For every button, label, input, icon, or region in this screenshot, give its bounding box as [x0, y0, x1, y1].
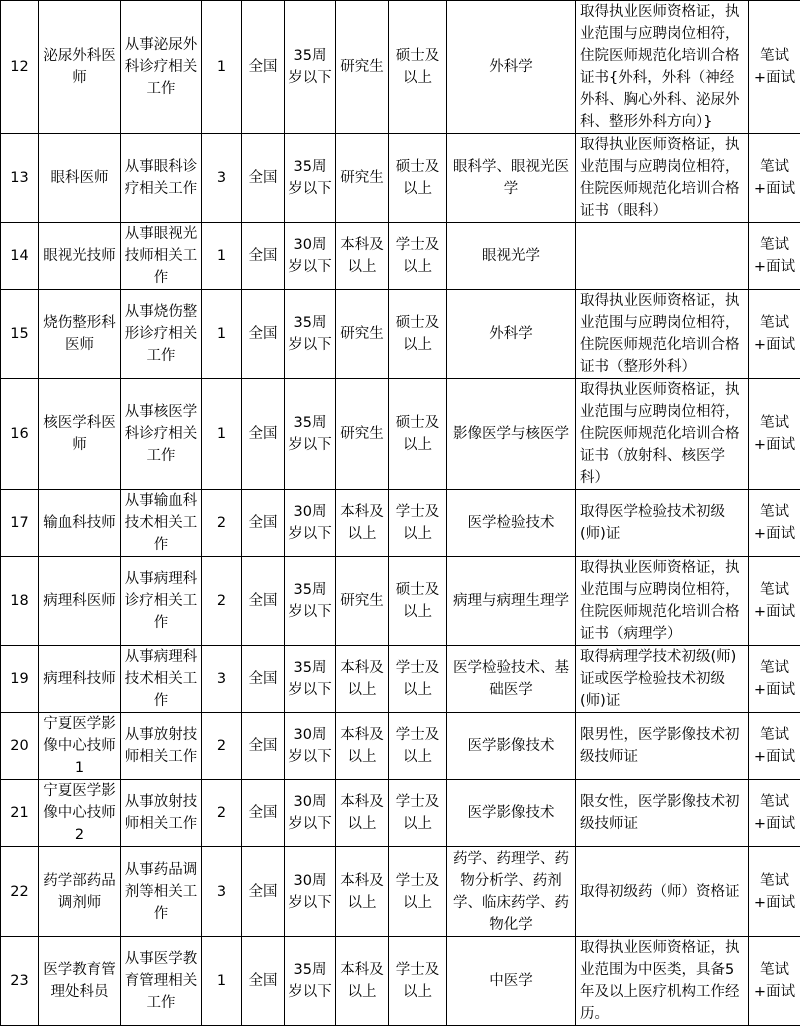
education-cell: 本科及以上 — [336, 223, 389, 290]
headcount-cell: 3 — [202, 646, 242, 713]
other-requirement-cell: 取得病理学技术初级(师)证或医学检验技术初级(师)证 — [576, 646, 749, 713]
age-requirement-cell: 35周岁以下 — [285, 134, 336, 223]
exam-method-cell: 笔试+面试 — [749, 847, 800, 937]
education-cell: 本科及以上 — [336, 937, 389, 1026]
degree-cell: 学士及以上 — [389, 937, 447, 1026]
position-name-cell: 核医学科医师 — [39, 379, 121, 490]
headcount-cell: 1 — [202, 223, 242, 290]
degree-cell: 硕士及以上 — [389, 290, 447, 379]
row-number-cell: 18 — [1, 557, 39, 646]
other-requirement-cell: 取得医学检验技术初级(师)证 — [576, 490, 749, 557]
position-name-cell: 宁夏医学影像中心技师2 — [39, 780, 121, 847]
table-row — [1, 646, 800, 713]
position-name-cell: 病理科医师 — [39, 557, 121, 646]
recruit-scope-cell: 全国 — [242, 290, 285, 379]
row-number-cell: 19 — [1, 646, 39, 713]
major-cell: 药学、药理学、药物分析学、药剂学、临床药学、药物化学 — [447, 847, 576, 937]
row-number-cell: 15 — [1, 290, 39, 379]
recruit-scope-cell: 全国 — [242, 223, 285, 290]
recruit-scope-cell: 全国 — [242, 134, 285, 223]
education-cell: 本科及以上 — [336, 847, 389, 937]
table-row — [1, 557, 800, 646]
recruit-scope-cell: 全国 — [242, 847, 285, 937]
headcount-cell: 3 — [202, 134, 242, 223]
major-cell: 医学检验技术、基础医学 — [447, 646, 576, 713]
education-cell: 研究生 — [336, 379, 389, 490]
age-requirement-cell: 35周岁以下 — [285, 290, 336, 379]
age-requirement-cell: 30周岁以下 — [285, 713, 336, 780]
position-name-cell: 烧伤整形科医师 — [39, 290, 121, 379]
row-number-cell: 14 — [1, 223, 39, 290]
other-requirement-cell: 取得初级药（师）资格证 — [576, 847, 749, 937]
major-cell: 病理与病理生理学 — [447, 557, 576, 646]
job-duty-cell: 从事眼科诊疗相关工作 — [121, 134, 202, 223]
major-cell: 医学检验技术 — [447, 490, 576, 557]
other-requirement-cell: 限女性，医学影像技术初级技师证 — [576, 780, 749, 847]
table-row — [1, 847, 800, 937]
education-cell: 本科及以上 — [336, 490, 389, 557]
education-cell: 本科及以上 — [336, 780, 389, 847]
row-number-cell: 16 — [1, 379, 39, 490]
education-cell: 研究生 — [336, 1, 389, 134]
major-cell: 外科学 — [447, 1, 576, 134]
row-number-cell: 21 — [1, 780, 39, 847]
table-row — [1, 223, 800, 290]
degree-cell: 学士及以上 — [389, 780, 447, 847]
job-duty-cell: 从事放射技师相关工作 — [121, 713, 202, 780]
position-name-cell: 输血科技师 — [39, 490, 121, 557]
major-cell: 眼视光学 — [447, 223, 576, 290]
major-cell: 影像医学与核医学 — [447, 379, 576, 490]
recruit-scope-cell: 全国 — [242, 379, 285, 490]
job-duty-cell: 从事放射技师相关工作 — [121, 780, 202, 847]
job-duty-cell: 从事核医学科诊疗相关工作 — [121, 379, 202, 490]
table-row — [1, 780, 800, 847]
recruit-scope-cell: 全国 — [242, 557, 285, 646]
exam-method-cell: 笔试+面试 — [749, 1, 800, 134]
position-name-cell: 病理科技师 — [39, 646, 121, 713]
exam-method-cell: 笔试+面试 — [749, 379, 800, 490]
age-requirement-cell: 30周岁以下 — [285, 490, 336, 557]
job-duty-cell: 从事眼视光技师相关工作 — [121, 223, 202, 290]
other-requirement-cell: 取得执业医师资格证，执业范围与应聘岗位相符，住院医师规范化培训合格证书{外科，外科（神经外科、胸心外科、泌尿外科、整形外科方向）} — [576, 1, 749, 134]
recruit-scope-cell: 全国 — [242, 490, 285, 557]
degree-cell: 硕士及以上 — [389, 134, 447, 223]
job-duty-cell: 从事病理科诊疗相关工作 — [121, 557, 202, 646]
headcount-cell: 2 — [202, 490, 242, 557]
major-cell: 中医学 — [447, 937, 576, 1026]
row-number-cell: 13 — [1, 134, 39, 223]
position-name-cell: 眼科医师 — [39, 134, 121, 223]
major-cell: 医学影像技术 — [447, 713, 576, 780]
table-row — [1, 1, 800, 134]
exam-method-cell: 笔试+面试 — [749, 290, 800, 379]
table-row — [1, 379, 800, 490]
exam-method-cell: 笔试+面试 — [749, 937, 800, 1026]
recruit-scope-cell: 全国 — [242, 1, 285, 134]
education-cell: 本科及以上 — [336, 713, 389, 780]
headcount-cell: 2 — [202, 780, 242, 847]
degree-cell: 学士及以上 — [389, 847, 447, 937]
other-requirement-cell — [576, 223, 749, 290]
other-requirement-cell: 取得执业医师资格证，执业范围与应聘岗位相符，住院医师规范化培训合格证书（眼科） — [576, 134, 749, 223]
job-duty-cell: 从事病理科技术相关工作 — [121, 646, 202, 713]
recruit-scope-cell: 全国 — [242, 713, 285, 780]
education-cell: 本科及以上 — [336, 646, 389, 713]
age-requirement-cell: 35周岁以下 — [285, 937, 336, 1026]
row-number-cell: 22 — [1, 847, 39, 937]
age-requirement-cell: 35周岁以下 — [285, 1, 336, 134]
headcount-cell: 1 — [202, 379, 242, 490]
job-duty-cell: 从事烧伤整形诊疗相关工作 — [121, 290, 202, 379]
education-cell: 研究生 — [336, 290, 389, 379]
row-number-cell: 20 — [1, 713, 39, 780]
degree-cell: 硕士及以上 — [389, 1, 447, 134]
age-requirement-cell: 35周岁以下 — [285, 646, 336, 713]
headcount-cell: 2 — [202, 557, 242, 646]
recruit-scope-cell: 全国 — [242, 646, 285, 713]
exam-method-cell: 笔试+面试 — [749, 780, 800, 847]
degree-cell: 学士及以上 — [389, 713, 447, 780]
other-requirement-cell: 取得执业医师资格证，执业范围为中医类，具备5年及以上医疗机构工作经历。 — [576, 937, 749, 1026]
exam-method-cell: 笔试+面试 — [749, 134, 800, 223]
headcount-cell: 2 — [202, 713, 242, 780]
headcount-cell: 1 — [202, 937, 242, 1026]
row-number-cell: 17 — [1, 490, 39, 557]
position-name-cell: 医学教育管理处科员 — [39, 937, 121, 1026]
exam-method-cell: 笔试+面试 — [749, 490, 800, 557]
job-duty-cell: 从事医学教育管理相关工作 — [121, 937, 202, 1026]
major-cell: 医学影像技术 — [447, 780, 576, 847]
job-duty-cell: 从事泌尿外科诊疗相关工作 — [121, 1, 202, 134]
job-duty-cell: 从事输血科技术相关工作 — [121, 490, 202, 557]
position-name-cell: 药学部药品调剂师 — [39, 847, 121, 937]
degree-cell: 学士及以上 — [389, 490, 447, 557]
recruit-scope-cell: 全国 — [242, 937, 285, 1026]
table-row — [1, 290, 800, 379]
headcount-cell: 1 — [202, 1, 242, 134]
degree-cell: 硕士及以上 — [389, 379, 447, 490]
headcount-cell: 1 — [202, 290, 242, 379]
degree-cell: 硕士及以上 — [389, 557, 447, 646]
major-cell: 外科学 — [447, 290, 576, 379]
row-number-cell: 12 — [1, 1, 39, 134]
position-name-cell: 宁夏医学影像中心技师1 — [39, 713, 121, 780]
table-row — [1, 713, 800, 780]
age-requirement-cell: 35周岁以下 — [285, 379, 336, 490]
major-cell: 眼科学、眼视光医学 — [447, 134, 576, 223]
age-requirement-cell: 30周岁以下 — [285, 780, 336, 847]
table-row — [1, 937, 800, 1026]
table-row — [1, 134, 800, 223]
other-requirement-cell: 取得执业医师资格证，执业范围与应聘岗位相符，住院医师规范化培训合格证书（整形外科） — [576, 290, 749, 379]
education-cell: 研究生 — [336, 134, 389, 223]
table-row — [1, 490, 800, 557]
age-requirement-cell: 30周岁以下 — [285, 847, 336, 937]
degree-cell: 学士及以上 — [389, 646, 447, 713]
degree-cell: 学士及以上 — [389, 223, 447, 290]
exam-method-cell: 笔试+面试 — [749, 713, 800, 780]
job-duty-cell: 从事药品调剂等相关工作 — [121, 847, 202, 937]
other-requirement-cell: 限男性，医学影像技术初级技师证 — [576, 713, 749, 780]
recruit-scope-cell: 全国 — [242, 780, 285, 847]
position-name-cell: 眼视光技师 — [39, 223, 121, 290]
exam-method-cell: 笔试+面试 — [749, 646, 800, 713]
row-number-cell: 23 — [1, 937, 39, 1026]
exam-method-cell: 笔试+面试 — [749, 557, 800, 646]
other-requirement-cell: 取得执业医师资格证，执业范围与应聘岗位相符，住院医师规范化培训合格证书（放射科、核医学科） — [576, 379, 749, 490]
education-cell: 研究生 — [336, 557, 389, 646]
age-requirement-cell: 35周岁以下 — [285, 557, 336, 646]
headcount-cell: 3 — [202, 847, 242, 937]
age-requirement-cell: 30周岁以下 — [285, 223, 336, 290]
position-name-cell: 泌尿外科医师 — [39, 1, 121, 134]
other-requirement-cell: 取得执业医师资格证，执业范围与应聘岗位相符，住院医师规范化培训合格证书（病理学） — [576, 557, 749, 646]
exam-method-cell: 笔试+面试 — [749, 223, 800, 290]
